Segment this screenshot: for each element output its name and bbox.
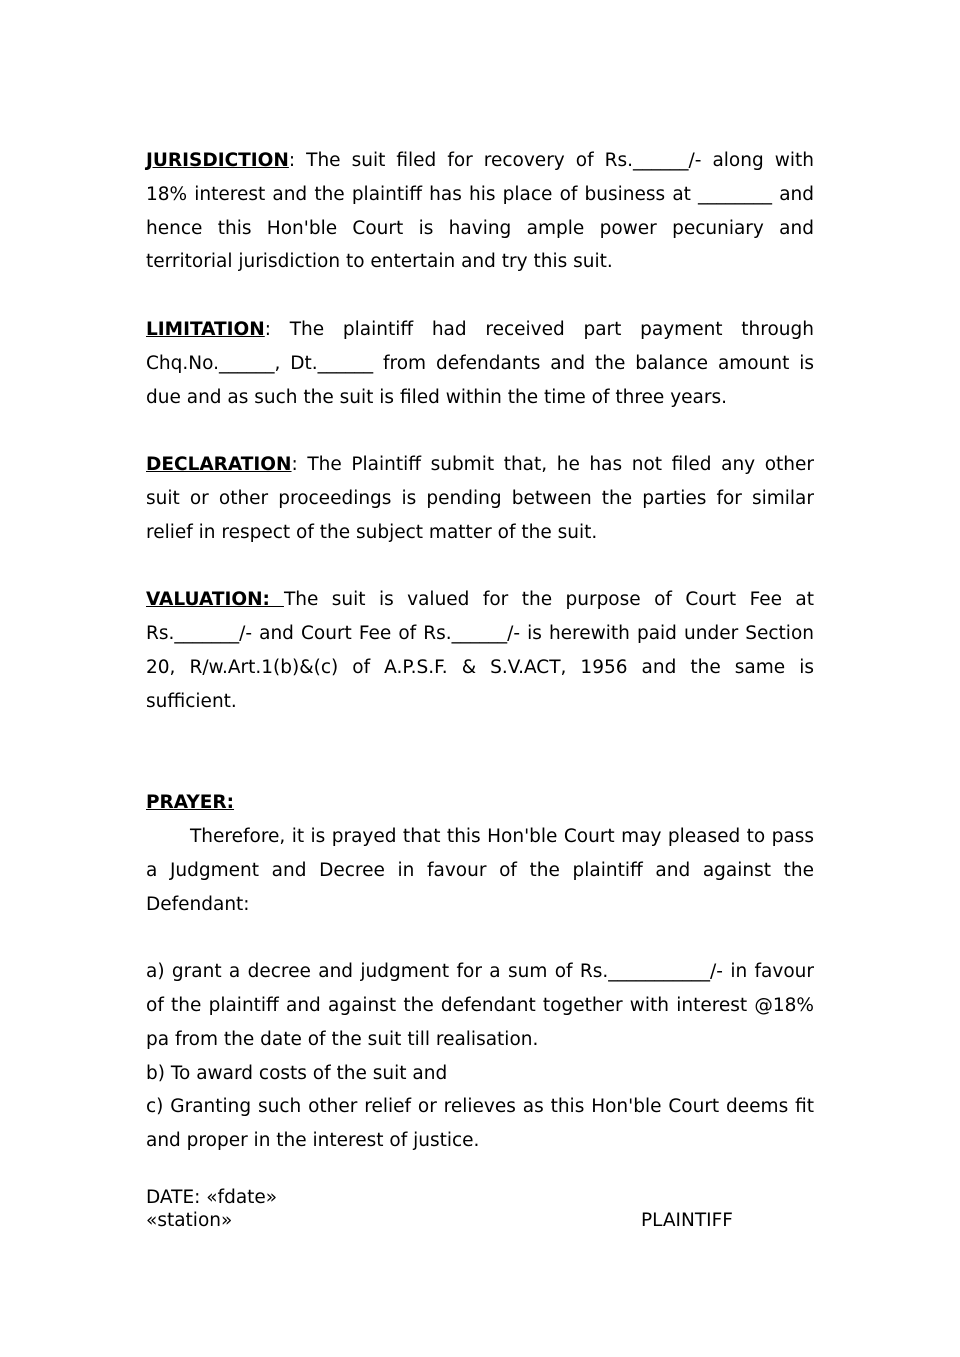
jurisdiction-heading: JURISDICTION xyxy=(146,150,289,171)
valuation-paragraph xyxy=(146,583,814,718)
date-field: DATE: «fdate» xyxy=(146,1187,278,1208)
limitation-paragraph xyxy=(146,313,814,414)
limitation-text: : The plaintiff had received part payment through Chq.No.______, Dt.______ from defendants and the balance amount is due and as such the suit is filed within the time of three years. xyxy=(146,318,814,408)
jurisdiction-paragraph xyxy=(146,144,814,279)
jurisdiction-text: : The suit filed for recovery of Rs.______/- along with 18% interest and the plaintiff has his place of business at ________ and hence this Hon'ble Court is having ample power pecuniary and territorial jurisdiction to entertain and try this suit. xyxy=(146,150,814,273)
plaintiff-signatory: PLAINTIFF xyxy=(641,1210,733,1231)
declaration-text: : The Plaintiff submit that, he has not filed any other suit or other proceedings is pending between the parties for similar relief in respect of the subject matter of the suit. xyxy=(146,454,814,543)
valuation-heading: VALUATION: xyxy=(146,589,284,611)
prayer-item-c: c) Granting such other relief or relieves as this Hon'ble Court deems fit and proper in the interest of justice. xyxy=(146,1096,814,1152)
date-row xyxy=(146,1186,814,1209)
prayer-item-b: b) To award costs of the suit and xyxy=(146,1062,448,1084)
limitation-heading: LIMITATION xyxy=(146,318,265,340)
blank-line xyxy=(146,752,814,786)
station-row xyxy=(146,1209,814,1232)
prayer-heading-line xyxy=(146,786,814,820)
signature-block xyxy=(146,1186,814,1232)
declaration-heading: DECLARATION xyxy=(146,454,292,476)
prayer-intro-text: Therefore, it is prayed that this Hon'ble Court may pleased to pass a Judgment and Decree in favour of the plaintiff and against the Defendant: xyxy=(146,825,814,915)
document-body xyxy=(146,144,814,1158)
declaration-paragraph xyxy=(146,448,814,549)
prayer-item-a: a) grant a decree and judgment for a sum of Rs.___________/- in favour of the plaintiff and against the defendant together with interest @18% pa from the date of the suit till realisation. xyxy=(146,961,814,1050)
prayer-intro xyxy=(146,820,814,921)
station-field: «station» xyxy=(146,1210,233,1231)
prayer-heading: PRAYER: xyxy=(146,792,235,814)
blank-line xyxy=(146,719,814,753)
valuation-text: The suit is valued for the purpose of Court Fee at Rs._______/- and Court Fee of Rs.______/- is herewith paid under Section 20, R/w.Art.1(b)&(c) of A.P.S.F. & S.V.ACT, 1956 and the same is sufficient. xyxy=(146,589,814,712)
